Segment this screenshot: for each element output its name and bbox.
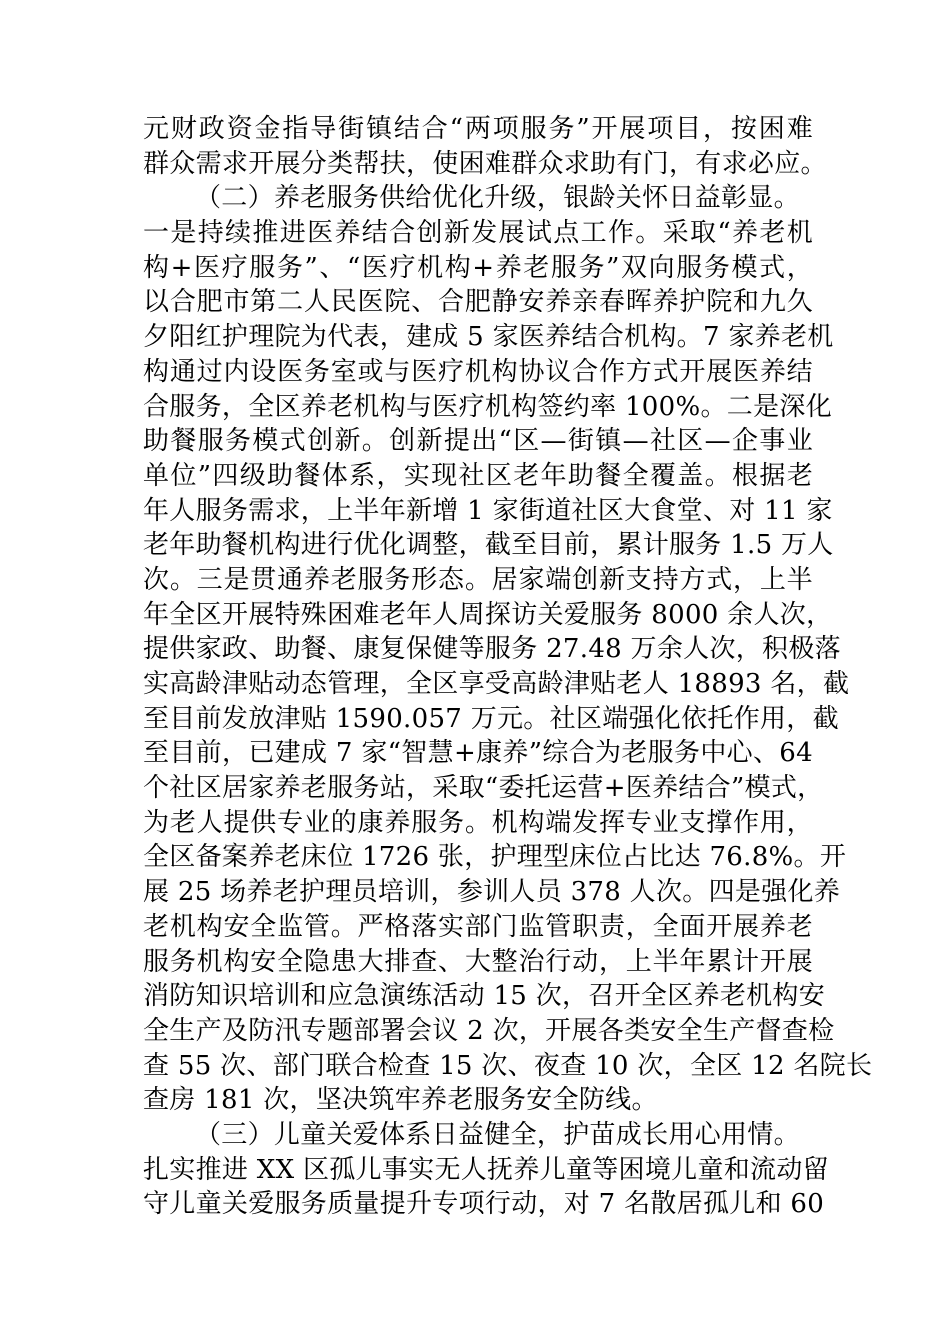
- text-line: 个社区居家养老服务站，采取“委托运营+医养结合”模式，: [143, 773, 824, 804]
- text-line: 单位”四级助餐体系，实现社区老年助餐全覆盖。根据老: [143, 460, 813, 491]
- document-page: [143, 112, 873, 1222]
- text-line: 构+医疗服务”、“医疗机构+养老服务”双向服务模式，: [143, 252, 813, 283]
- text-line: 构通过内设医务室或与医疗机构协议合作方式开展医养结: [143, 356, 813, 387]
- text-line: 实高龄津贴动态管理，全区享受高龄津贴老人 18893 名，截: [143, 669, 850, 699]
- text-line: 夕阳红护理院为代表，建成 5 家医养结合机构。7 家养老机: [143, 322, 834, 353]
- text-line: 年人服务需求，上半年新增 1 家街道社区大食堂、对 11 家: [143, 495, 833, 526]
- text-line: 至目前发放津贴 1590.057 万元。社区端强化依托作用，截: [143, 703, 839, 734]
- text-line: 查房 181 次，坚决筑牢养老服务安全防线。: [143, 1085, 658, 1116]
- text-line: 提供家政、助餐、康复保健等服务 27.48 万余人次，积极落: [143, 634, 841, 665]
- text-line: 群众需求开展分类帮扶，使困难群众求助有门，有求必应。: [143, 148, 827, 179]
- text-line: 消防知识培训和应急演练活动 15 次，召开全区养老机构安: [143, 981, 826, 1012]
- section-heading: （二）养老服务供给优化升级，银龄关怀日益彰显。: [195, 183, 800, 214]
- text-line: 展 25 场养老护理员培训，参训人员 378 人次。四是强化养: [143, 877, 841, 908]
- text-line: 服务机构安全隐患大排查、大整治行动，上半年累计开展: [143, 946, 813, 977]
- text-line: 老机构安全监管。严格落实部门监管职责，全面开展养老: [143, 911, 813, 942]
- text-line: 年全区开展特殊困难老年人周探访关爱服务 8000 余人次，: [143, 599, 833, 630]
- text-line: 为老人提供专业的康养服务。机构端发挥专业支撑作用，: [143, 807, 813, 838]
- text-line: 查 55 次、部门联合检查 15 次、夜查 10 次，全区 12 名院长: [143, 1050, 873, 1081]
- text-line: 次。三是贯通养老服务形态。居家端创新支持方式，上半: [143, 564, 813, 595]
- text-line: 守儿童关爱服务质量提升专项行动，对 7 名散居孤儿和 60: [143, 1189, 825, 1220]
- text-line: 合服务，全区养老机构与医疗机构签约率 100%。二是深化: [143, 391, 832, 422]
- text-line: 元财政资金指导街镇结合“两项服务”开展项目，按困难: [143, 114, 813, 144]
- text-line: 以合肥市第二人民医院、合肥静安养亲春晖养护院和九久: [143, 287, 813, 318]
- text-line: 一是持续推进医养结合创新发展试点工作。采取“养老机: [143, 218, 813, 249]
- text-line: 助餐服务模式创新。创新提出“区—街镇—社区—企事业: [143, 426, 813, 457]
- text-line: 扎实推进 XX 区孤儿事实无人抚养儿童等困境儿童和流动留: [143, 1154, 829, 1185]
- text-line: 老年助餐机构进行优化调整，截至目前，累计服务 1.5 万人: [143, 530, 834, 561]
- text-line: 全区备案养老床位 1726 张，护理型床位占比达 76.8%。开: [143, 842, 847, 873]
- text-line: 全生产及防汛专题部署会议 2 次，开展各类安全生产督查检: [143, 1015, 835, 1046]
- section-heading: （三）儿童关爱体系日益健全，护苗成长用心用情。: [195, 1119, 800, 1150]
- text-line: 至目前，已建成 7 家“智慧+康养”综合为老服务中心、64: [143, 738, 813, 769]
